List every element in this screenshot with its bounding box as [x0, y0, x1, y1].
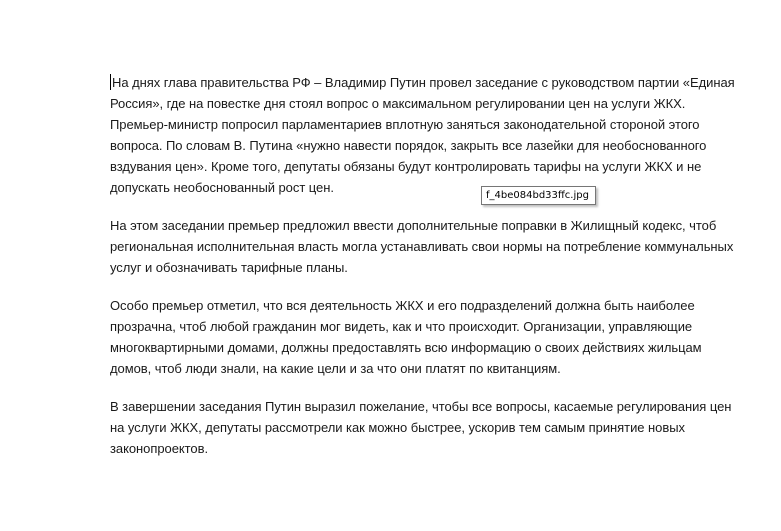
- paragraph-3: Особо премьер отметил, что вся деятельность ЖКХ и его подразделений должна быть наиболее прозрачна, чтоб любой гражданин мог видеть, как и что происходит. Организации, управляющие многоквартирными домами, должны предоставлять всю информацию о своих действиях жильцам домов, чтоб люди знали, на какие цели и за что они платят по квитанциям.: [110, 298, 702, 376]
- paragraph-1-text: На днях глава правительства РФ – Владимир Путин провел заседание с руководством партии «Единая Россия», где на повестке дня стоял вопрос о максимальном регулировании цен на услуги ЖКХ. Премьер-министр попросил парламентариев вплотную заняться законодательной стороной этого вопроса. По словам В. Путина «нужно навести порядок, закрыть все лазейки для необоснованного вздувания цен». Кроме того, депутаты обязаны будут контролировать тарифы на услуги ЖКХ и не допускать необоснованный рост цен.: [110, 75, 735, 195]
- document-body[interactable]: [110, 72, 738, 476]
- paragraph-4: В завершении заседания Путин выразил пожелание, чтобы все вопросы, касаемые регулирования цен на услуги ЖКХ, депутаты рассмотрели как можно быстрее, ускорив тем самым принятие новых законопроектов.: [110, 399, 732, 456]
- paragraph-1: [110, 72, 738, 198]
- filename-tooltip: f_4be084bd33ffc.jpg: [481, 186, 596, 205]
- paragraph-2: На этом заседании премьер предложил ввести дополнительные поправки в Жилищный кодекс, чтоб региональная исполнительная власть могла устанавливать свои нормы на потребление коммунальных услуг и обозначивать тарифные планы.: [110, 218, 734, 275]
- text-caret: [110, 74, 111, 90]
